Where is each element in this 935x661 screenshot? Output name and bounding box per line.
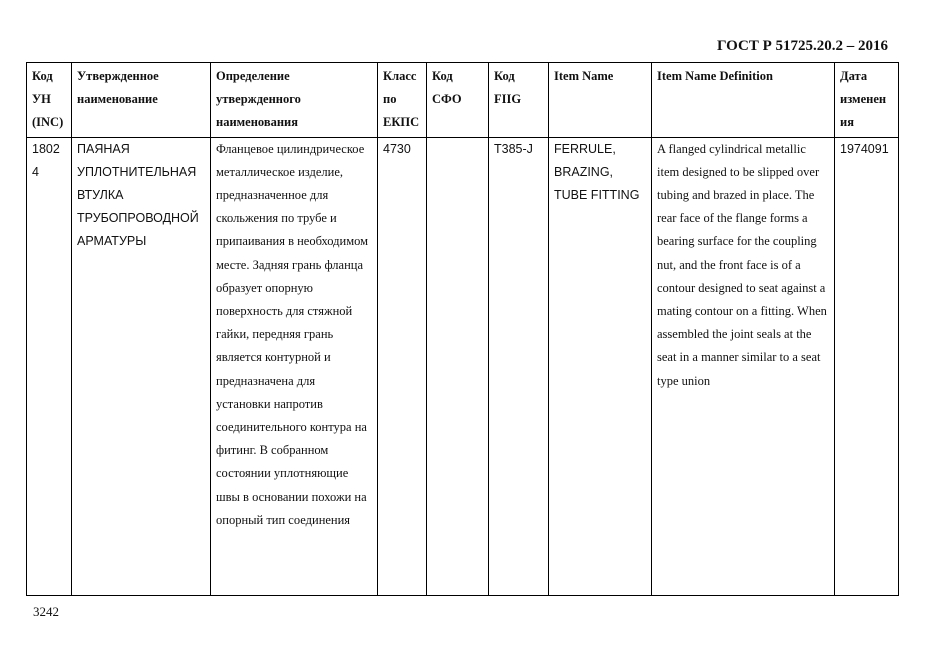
header-fiig: Код FIIG	[489, 63, 549, 138]
header-item-name-definition: Item Name Definition	[652, 63, 835, 138]
header-class: Класс по ЕКПС	[378, 63, 427, 138]
cell-sfo	[427, 137, 489, 595]
document-standard-title: ГОСТ Р 51725.20.2 – 2016	[716, 38, 888, 54]
cell-item-name: FERRULE, BRAZING, TUBE FITTING	[549, 137, 652, 595]
header-definition: Определение утвержденного наименования	[211, 63, 378, 138]
page-number: 3242	[33, 604, 59, 619]
header-code: Код УН (INC)	[27, 63, 72, 138]
header-approved-name: Утвержденное наименование	[72, 63, 211, 138]
cell-fiig: T385-J	[489, 137, 549, 595]
header-item-name: Item Name	[549, 63, 652, 138]
header-change-date: Дата изменения	[835, 63, 899, 138]
cell-approved-name: ПАЯНАЯ УПЛОТНИТЕЛЬНАЯ ВТУЛКА ТРУБОПРОВОДНОЙ АРМАТУРЫ	[72, 137, 211, 595]
table-header-row	[27, 63, 899, 138]
table-row	[27, 137, 899, 595]
header-sfo: Код СФО	[427, 63, 489, 138]
item-name-table	[26, 62, 899, 596]
cell-class: 4730	[378, 137, 427, 595]
cell-change-date: 1974091	[835, 137, 899, 595]
cell-definition: Фланцевое цилиндрическое металлическое изделие, предназначенное для скольжения по трубе и припаивания в необходимом месте. Задняя грань фланца образует опорную поверхность для стяжной гайки, передняя грань является контурной и предназначена для установки напротив соединительного контура на фитинг. В собранном состоянии уплотняющие швы в основании похожи на опорный тип соединения	[211, 137, 378, 595]
cell-item-name-definition: A flanged cylindrical metallic item designed to be slipped over tubing and brazed in place. The rear face of the flange forms a bearing surface for the coupling nut, and the front face is of a contour designed to seat against a mating contour on a fitting. When assembled the joint seals at the seat in a manner similar to a seat type union	[652, 137, 835, 595]
cell-code: 18024	[27, 137, 72, 595]
